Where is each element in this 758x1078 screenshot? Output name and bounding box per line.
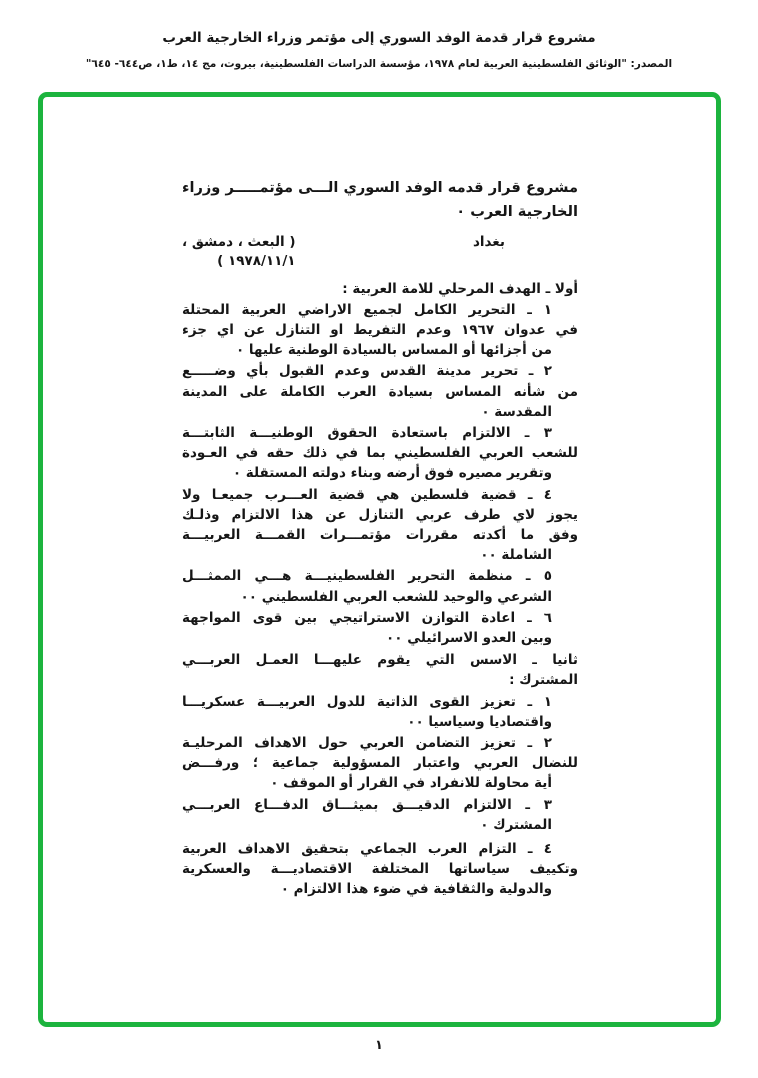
paragraph-line: أية محاولة للانفراد في القرار أو الموقف ٠	[270, 775, 552, 792]
paragraph-line: واقتصاديا وسياسيا ٠٠	[407, 713, 552, 730]
document-body	[182, 176, 578, 900]
paragraph-line: ٢ ـ تعزيز التضامن العربي حول الاهداف المرحليـة	[182, 735, 552, 752]
page-number: ١	[375, 1038, 383, 1053]
paragraph	[182, 485, 578, 566]
page-header-source: المصدر: "الوثائق الفلسطينية العربية لعام ١٩٧٨، مؤسسة الدراسات الفلسطينية، بيروت، مج ١٤، ط١، ص٦٤٤- ٦٤٥"	[85, 58, 673, 70]
paragraph-line: المشترك ٠	[480, 816, 552, 833]
paragraph	[182, 608, 578, 648]
paragraph-line: وتقرير مصيره فوق أرضه وبناء دولته المستقلة ٠	[232, 465, 552, 482]
paragraph-line: للنضال العربي واعتبار المسؤولية جماعية ؛ ورفـــض	[182, 755, 578, 772]
paragraph-line: ٤ ـ قضية فلسطين هي قضية العـــرب جميعـا ولا	[182, 486, 552, 503]
paragraph-line: ١ ـ تعزيز القوى الذاتية للدول العربيـــة عسكريـــا	[182, 693, 552, 710]
paragraph-line: وبين العدو الاسرائيلي ٠٠	[386, 630, 552, 647]
dateline-reference-line: ( البعث ، دمشق ،	[182, 234, 296, 250]
paragraph-line: وفق ما أكدته مقررات مؤتمـــرات القمـــة العربيـــة	[182, 527, 578, 544]
section-heading-line: ثانيا ـ الاسس التي يقوم عليهـــا العمـل العربـــي	[182, 652, 578, 669]
paragraph	[182, 733, 578, 794]
paragraph-line: وتكييف سياساتها المختلفة الاقتصاديـــة والعسكرية	[182, 861, 578, 878]
document-title-line: الخارجية العرب ٠	[456, 202, 578, 220]
paragraph-line: يجوز لاي طرف عربي التنازل عن هذا الالتزام وذلـك	[182, 506, 578, 523]
paragraph-line: من شأنه المساس بسيادة العرب الكاملة على المدينة	[182, 383, 578, 400]
paragraph-line: الشاملة ٠٠	[480, 547, 552, 564]
section-heading-line: أولا ـ الهدف المرحلي للامة العربية :	[342, 280, 578, 297]
paragraph-line: للشعب العربي الفلسطيني بما في ذلك حقه في العـودة	[182, 445, 578, 462]
paragraph-line: ٤ ـ التزام العرب الجماعي بتحقيق الاهداف العربية	[182, 841, 552, 858]
paragraph	[182, 361, 578, 422]
paragraph-line: المقدسة ٠	[481, 403, 552, 420]
paragraph	[182, 839, 578, 900]
section-1-heading	[182, 279, 578, 299]
paragraph-line: والدولية والثقافية في ضوء هذا الالتزام ٠	[280, 881, 552, 898]
paragraph	[182, 566, 578, 606]
section-2-heading	[182, 650, 578, 690]
paragraph	[182, 423, 578, 484]
paragraph-line: ٦ ـ اعادة التوازن الاستراتيجي بين قوى المواجهة	[182, 609, 552, 626]
paragraph-line: ٢ ـ تحرير مدينة القدس وعدم القبول بأي وضـــــع	[182, 363, 552, 380]
document-title-line: مشروع قرار قدمه الوفد السوري الـــى مؤتمـــــر وزراء	[182, 179, 578, 196]
paragraph-line: ٣ ـ الالتزام الدقيـــق بميثـــاق الدفـــاع العربـــي	[182, 796, 552, 813]
dateline	[182, 233, 578, 271]
paragraph	[182, 795, 578, 835]
dateline-reference-line: ١٩٧٨/١١/١ )	[217, 252, 296, 269]
paragraph	[182, 692, 578, 732]
dateline-city: بغداد	[472, 234, 505, 250]
dateline-reference	[182, 233, 296, 271]
paragraph-line: ٥ ـ منظمة التحرير الفلسطينيـــة هـــي الممثـــل	[182, 568, 552, 585]
paragraph	[182, 300, 578, 361]
document-title	[182, 176, 578, 223]
paragraph-line: ٣ ـ الالتزام باستعادة الحقوق الوطنيـــة الثابتـــة	[182, 425, 552, 442]
paragraph-line: ١ ـ التحرير الكامل لجميع الاراضي العربية المحتلة	[182, 301, 552, 318]
paragraph-line: الشرعي والوحيد للشعب العربي الفلسطيني ٠٠	[240, 588, 552, 605]
paragraph-line: في عدوان ١٩٦٧ وعدم التفريط او التنازل عن اي جزء	[182, 322, 578, 338]
paragraph-line: من أجزائها أو المساس بالسيادة الوطنية عليها ٠	[235, 342, 552, 359]
page-header-title: مشروع قرار قدمة الوفد السوري إلى مؤتمر وزراء الخارجية العرب	[162, 30, 596, 46]
section-heading-line: المشترك :	[509, 672, 578, 689]
